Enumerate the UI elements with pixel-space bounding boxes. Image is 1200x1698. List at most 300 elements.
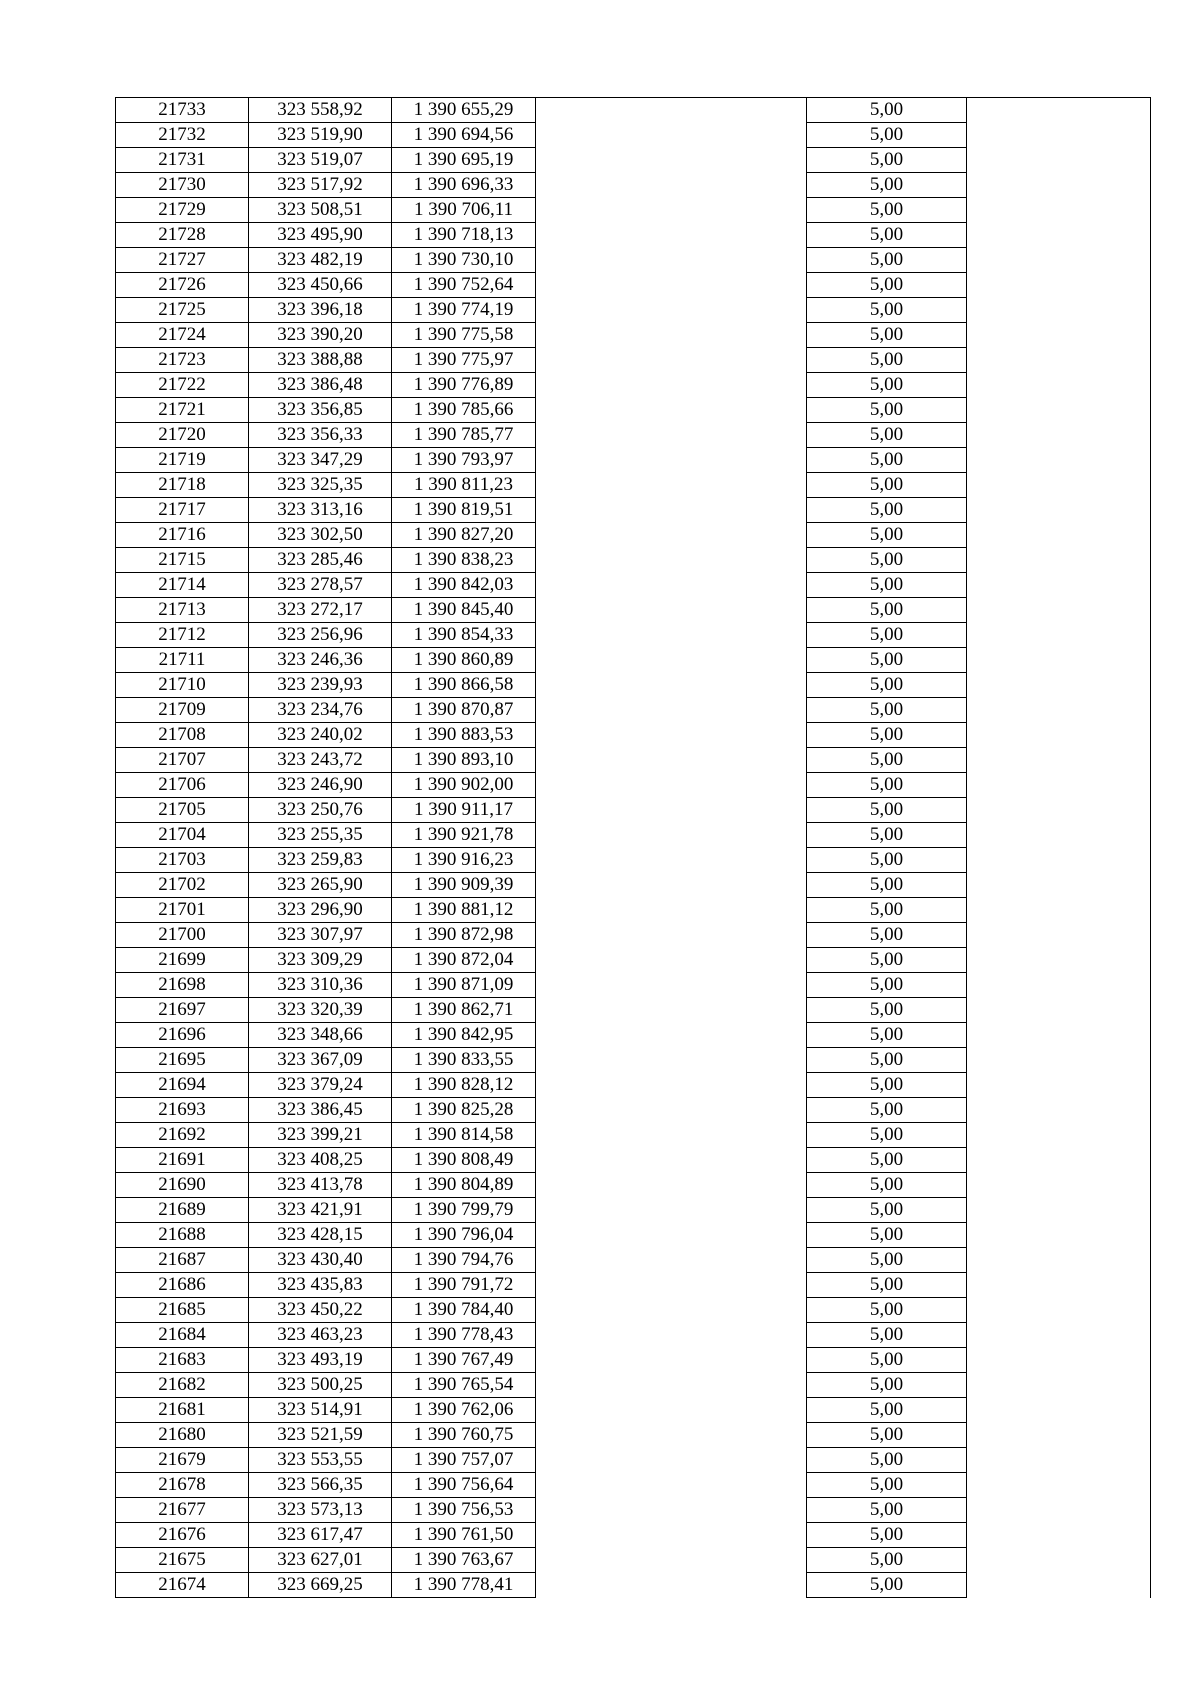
- y-coordinate-cell: 1 390 706,11: [392, 198, 536, 223]
- table-row: [116, 1148, 1151, 1173]
- empty-cell: [967, 98, 1151, 123]
- table-row: [116, 898, 1151, 923]
- y-coordinate-cell: 1 390 872,98: [392, 923, 536, 948]
- empty-cell: [967, 448, 1151, 473]
- empty-cell: [967, 498, 1151, 523]
- empty-cell: [536, 1348, 807, 1373]
- point-number-cell: 21712: [116, 623, 249, 648]
- value-cell: 5,00: [807, 748, 967, 773]
- table-row: [116, 248, 1151, 273]
- x-coordinate-cell: 323 246,90: [249, 773, 392, 798]
- value-cell: 5,00: [807, 448, 967, 473]
- empty-cell: [536, 323, 807, 348]
- table-row: [116, 298, 1151, 323]
- point-number-cell: 21702: [116, 873, 249, 898]
- y-coordinate-cell: 1 390 921,78: [392, 823, 536, 848]
- point-number-cell: 21715: [116, 548, 249, 573]
- value-cell: 5,00: [807, 773, 967, 798]
- value-cell: 5,00: [807, 398, 967, 423]
- empty-cell: [536, 298, 807, 323]
- empty-cell: [967, 1298, 1151, 1323]
- x-coordinate-cell: 323 450,66: [249, 273, 392, 298]
- empty-cell: [536, 448, 807, 473]
- x-coordinate-cell: 323 669,25: [249, 1573, 392, 1598]
- table-row: [116, 348, 1151, 373]
- empty-cell: [536, 1423, 807, 1448]
- point-number-cell: 21711: [116, 648, 249, 673]
- point-number-cell: 21718: [116, 473, 249, 498]
- x-coordinate-cell: 323 399,21: [249, 1123, 392, 1148]
- x-coordinate-cell: 323 255,35: [249, 823, 392, 848]
- x-coordinate-cell: 323 379,24: [249, 1073, 392, 1098]
- table-row: [116, 673, 1151, 698]
- empty-cell: [536, 648, 807, 673]
- empty-cell: [536, 948, 807, 973]
- y-coordinate-cell: 1 390 833,55: [392, 1048, 536, 1073]
- point-number-cell: 21676: [116, 1523, 249, 1548]
- value-cell: 5,00: [807, 1323, 967, 1348]
- value-cell: 5,00: [807, 848, 967, 873]
- empty-cell: [536, 598, 807, 623]
- empty-cell: [967, 898, 1151, 923]
- empty-cell: [967, 273, 1151, 298]
- table-row: [116, 98, 1151, 123]
- table-row: [116, 273, 1151, 298]
- empty-cell: [536, 98, 807, 123]
- point-number-cell: 21719: [116, 448, 249, 473]
- table-row: [116, 1373, 1151, 1398]
- table-row: [116, 473, 1151, 498]
- value-cell: 5,00: [807, 1473, 967, 1498]
- y-coordinate-cell: 1 390 881,12: [392, 898, 536, 923]
- x-coordinate-cell: 323 256,96: [249, 623, 392, 648]
- empty-cell: [967, 948, 1151, 973]
- y-coordinate-cell: 1 390 757,07: [392, 1448, 536, 1473]
- x-coordinate-cell: 323 450,22: [249, 1298, 392, 1323]
- x-coordinate-cell: 323 250,76: [249, 798, 392, 823]
- point-number-cell: 21680: [116, 1423, 249, 1448]
- empty-cell: [967, 623, 1151, 648]
- empty-cell: [536, 1023, 807, 1048]
- value-cell: 5,00: [807, 1273, 967, 1298]
- empty-cell: [536, 823, 807, 848]
- value-cell: 5,00: [807, 598, 967, 623]
- empty-cell: [536, 1373, 807, 1398]
- table-row: [116, 623, 1151, 648]
- x-coordinate-cell: 323 408,25: [249, 1148, 392, 1173]
- y-coordinate-cell: 1 390 763,67: [392, 1548, 536, 1573]
- value-cell: 5,00: [807, 898, 967, 923]
- y-coordinate-cell: 1 390 655,29: [392, 98, 536, 123]
- value-cell: 5,00: [807, 1148, 967, 1173]
- empty-cell: [967, 548, 1151, 573]
- value-cell: 5,00: [807, 1123, 967, 1148]
- point-number-cell: 21721: [116, 398, 249, 423]
- x-coordinate-cell: 323 367,09: [249, 1048, 392, 1073]
- y-coordinate-cell: 1 390 776,89: [392, 373, 536, 398]
- x-coordinate-cell: 323 296,90: [249, 898, 392, 923]
- y-coordinate-cell: 1 390 872,04: [392, 948, 536, 973]
- y-coordinate-cell: 1 390 871,09: [392, 973, 536, 998]
- empty-cell: [536, 1073, 807, 1098]
- table-row: [116, 873, 1151, 898]
- y-coordinate-cell: 1 390 778,43: [392, 1323, 536, 1348]
- value-cell: 5,00: [807, 373, 967, 398]
- table-row: [116, 1048, 1151, 1073]
- table-row: [116, 548, 1151, 573]
- empty-cell: [536, 173, 807, 198]
- x-coordinate-cell: 323 463,23: [249, 1323, 392, 1348]
- point-number-cell: 21694: [116, 1073, 249, 1098]
- empty-cell: [536, 1248, 807, 1273]
- y-coordinate-cell: 1 390 862,71: [392, 998, 536, 1023]
- empty-cell: [536, 673, 807, 698]
- empty-cell: [967, 648, 1151, 673]
- empty-cell: [967, 848, 1151, 873]
- value-cell: 5,00: [807, 473, 967, 498]
- y-coordinate-cell: 1 390 756,53: [392, 1498, 536, 1523]
- value-cell: 5,00: [807, 973, 967, 998]
- value-cell: 5,00: [807, 1073, 967, 1098]
- y-coordinate-cell: 1 390 819,51: [392, 498, 536, 523]
- y-coordinate-cell: 1 390 854,33: [392, 623, 536, 648]
- y-coordinate-cell: 1 390 828,12: [392, 1073, 536, 1098]
- point-number-cell: 21689: [116, 1198, 249, 1223]
- coordinates-table: [115, 97, 1151, 1598]
- value-cell: 5,00: [807, 298, 967, 323]
- table-row: [116, 1023, 1151, 1048]
- x-coordinate-cell: 323 302,50: [249, 523, 392, 548]
- y-coordinate-cell: 1 390 718,13: [392, 223, 536, 248]
- point-number-cell: 21695: [116, 1048, 249, 1073]
- empty-cell: [967, 573, 1151, 598]
- empty-cell: [536, 123, 807, 148]
- y-coordinate-cell: 1 390 827,20: [392, 523, 536, 548]
- empty-cell: [967, 423, 1151, 448]
- empty-cell: [967, 998, 1151, 1023]
- point-number-cell: 21720: [116, 423, 249, 448]
- point-number-cell: 21714: [116, 573, 249, 598]
- value-cell: 5,00: [807, 173, 967, 198]
- empty-cell: [967, 1073, 1151, 1098]
- x-coordinate-cell: 323 234,76: [249, 698, 392, 723]
- point-number-cell: 21675: [116, 1548, 249, 1573]
- empty-cell: [967, 1048, 1151, 1073]
- table-row: [116, 198, 1151, 223]
- empty-cell: [967, 1498, 1151, 1523]
- x-coordinate-cell: 323 310,36: [249, 973, 392, 998]
- value-cell: 5,00: [807, 823, 967, 848]
- empty-cell: [536, 348, 807, 373]
- x-coordinate-cell: 323 500,25: [249, 1373, 392, 1398]
- empty-cell: [536, 223, 807, 248]
- empty-cell: [967, 923, 1151, 948]
- y-coordinate-cell: 1 390 785,77: [392, 423, 536, 448]
- x-coordinate-cell: 323 386,48: [249, 373, 392, 398]
- x-coordinate-cell: 323 307,97: [249, 923, 392, 948]
- x-coordinate-cell: 323 617,47: [249, 1523, 392, 1548]
- empty-cell: [967, 148, 1151, 173]
- point-number-cell: 21696: [116, 1023, 249, 1048]
- point-number-cell: 21681: [116, 1398, 249, 1423]
- value-cell: 5,00: [807, 573, 967, 598]
- empty-cell: [536, 473, 807, 498]
- empty-cell: [967, 873, 1151, 898]
- empty-cell: [967, 348, 1151, 373]
- table-row: [116, 848, 1151, 873]
- value-cell: 5,00: [807, 1423, 967, 1448]
- value-cell: 5,00: [807, 148, 967, 173]
- table-row: [116, 1198, 1151, 1223]
- empty-cell: [536, 848, 807, 873]
- table-row: [116, 573, 1151, 598]
- table-row: [116, 1473, 1151, 1498]
- empty-cell: [536, 1098, 807, 1123]
- table-row: [116, 923, 1151, 948]
- y-coordinate-cell: 1 390 842,03: [392, 573, 536, 598]
- empty-cell: [536, 1148, 807, 1173]
- point-number-cell: 21724: [116, 323, 249, 348]
- point-number-cell: 21722: [116, 373, 249, 398]
- point-number-cell: 21690: [116, 1173, 249, 1198]
- empty-cell: [536, 1448, 807, 1473]
- empty-cell: [967, 223, 1151, 248]
- table-row: [116, 773, 1151, 798]
- table-row: [116, 698, 1151, 723]
- x-coordinate-cell: 323 243,72: [249, 748, 392, 773]
- point-number-cell: 21701: [116, 898, 249, 923]
- empty-cell: [967, 1273, 1151, 1298]
- x-coordinate-cell: 323 508,51: [249, 198, 392, 223]
- coordinates-table-body: [116, 98, 1151, 1598]
- point-number-cell: 21708: [116, 723, 249, 748]
- point-number-cell: 21707: [116, 748, 249, 773]
- y-coordinate-cell: 1 390 696,33: [392, 173, 536, 198]
- y-coordinate-cell: 1 390 767,49: [392, 1348, 536, 1373]
- table-row: [116, 648, 1151, 673]
- value-cell: 5,00: [807, 423, 967, 448]
- x-coordinate-cell: 323 272,17: [249, 598, 392, 623]
- point-number-cell: 21704: [116, 823, 249, 848]
- value-cell: 5,00: [807, 998, 967, 1023]
- y-coordinate-cell: 1 390 774,19: [392, 298, 536, 323]
- value-cell: 5,00: [807, 1248, 967, 1273]
- value-cell: 5,00: [807, 123, 967, 148]
- empty-cell: [536, 248, 807, 273]
- value-cell: 5,00: [807, 798, 967, 823]
- point-number-cell: 21698: [116, 973, 249, 998]
- value-cell: 5,00: [807, 498, 967, 523]
- empty-cell: [536, 198, 807, 223]
- empty-cell: [967, 773, 1151, 798]
- point-number-cell: 21685: [116, 1298, 249, 1323]
- y-coordinate-cell: 1 390 775,97: [392, 348, 536, 373]
- empty-cell: [536, 748, 807, 773]
- point-number-cell: 21697: [116, 998, 249, 1023]
- table-row: [116, 373, 1151, 398]
- empty-cell: [967, 523, 1151, 548]
- x-coordinate-cell: 323 558,92: [249, 98, 392, 123]
- empty-cell: [536, 1173, 807, 1198]
- empty-cell: [536, 498, 807, 523]
- value-cell: 5,00: [807, 1448, 967, 1473]
- y-coordinate-cell: 1 390 784,40: [392, 1298, 536, 1323]
- point-number-cell: 21727: [116, 248, 249, 273]
- y-coordinate-cell: 1 390 825,28: [392, 1098, 536, 1123]
- table-row: [116, 1548, 1151, 1573]
- empty-cell: [536, 1548, 807, 1573]
- empty-cell: [967, 1173, 1151, 1198]
- x-coordinate-cell: 323 396,18: [249, 298, 392, 323]
- empty-cell: [536, 1398, 807, 1423]
- table-row: [116, 1123, 1151, 1148]
- point-number-cell: 21733: [116, 98, 249, 123]
- value-cell: 5,00: [807, 873, 967, 898]
- empty-cell: [967, 1573, 1151, 1598]
- x-coordinate-cell: 323 519,90: [249, 123, 392, 148]
- y-coordinate-cell: 1 390 883,53: [392, 723, 536, 748]
- y-coordinate-cell: 1 390 778,41: [392, 1573, 536, 1598]
- y-coordinate-cell: 1 390 804,89: [392, 1173, 536, 1198]
- x-coordinate-cell: 323 435,83: [249, 1273, 392, 1298]
- empty-cell: [967, 823, 1151, 848]
- empty-cell: [536, 1298, 807, 1323]
- empty-cell: [536, 1523, 807, 1548]
- empty-cell: [967, 673, 1151, 698]
- value-cell: 5,00: [807, 1398, 967, 1423]
- x-coordinate-cell: 323 421,91: [249, 1198, 392, 1223]
- empty-cell: [536, 373, 807, 398]
- x-coordinate-cell: 323 388,88: [249, 348, 392, 373]
- empty-cell: [536, 973, 807, 998]
- x-coordinate-cell: 323 430,40: [249, 1248, 392, 1273]
- empty-cell: [967, 1323, 1151, 1348]
- y-coordinate-cell: 1 390 808,49: [392, 1148, 536, 1173]
- value-cell: 5,00: [807, 1373, 967, 1398]
- point-number-cell: 21699: [116, 948, 249, 973]
- empty-cell: [536, 998, 807, 1023]
- point-number-cell: 21726: [116, 273, 249, 298]
- x-coordinate-cell: 323 325,35: [249, 473, 392, 498]
- x-coordinate-cell: 323 390,20: [249, 323, 392, 348]
- table-row: [116, 998, 1151, 1023]
- y-coordinate-cell: 1 390 695,19: [392, 148, 536, 173]
- empty-cell: [967, 123, 1151, 148]
- value-cell: 5,00: [807, 1573, 967, 1598]
- value-cell: 5,00: [807, 723, 967, 748]
- empty-cell: [536, 1473, 807, 1498]
- table-row: [116, 498, 1151, 523]
- value-cell: 5,00: [807, 1348, 967, 1373]
- point-number-cell: 21679: [116, 1448, 249, 1473]
- empty-cell: [536, 623, 807, 648]
- table-row: [116, 1448, 1151, 1473]
- empty-cell: [967, 1248, 1151, 1273]
- empty-cell: [967, 723, 1151, 748]
- x-coordinate-cell: 323 493,19: [249, 1348, 392, 1373]
- x-coordinate-cell: 323 386,45: [249, 1098, 392, 1123]
- table-row: [116, 723, 1151, 748]
- empty-cell: [536, 1273, 807, 1298]
- empty-cell: [967, 1148, 1151, 1173]
- x-coordinate-cell: 323 573,13: [249, 1498, 392, 1523]
- point-number-cell: 21717: [116, 498, 249, 523]
- y-coordinate-cell: 1 390 866,58: [392, 673, 536, 698]
- x-coordinate-cell: 323 517,92: [249, 173, 392, 198]
- x-coordinate-cell: 323 482,19: [249, 248, 392, 273]
- table-row: [116, 148, 1151, 173]
- value-cell: 5,00: [807, 1173, 967, 1198]
- x-coordinate-cell: 323 495,90: [249, 223, 392, 248]
- empty-cell: [967, 473, 1151, 498]
- table-row: [116, 973, 1151, 998]
- value-cell: 5,00: [807, 98, 967, 123]
- point-number-cell: 21730: [116, 173, 249, 198]
- table-row: [116, 173, 1151, 198]
- y-coordinate-cell: 1 390 838,23: [392, 548, 536, 573]
- y-coordinate-cell: 1 390 765,54: [392, 1373, 536, 1398]
- table-row: [116, 398, 1151, 423]
- x-coordinate-cell: 323 239,93: [249, 673, 392, 698]
- empty-cell: [536, 1123, 807, 1148]
- value-cell: 5,00: [807, 648, 967, 673]
- empty-cell: [536, 148, 807, 173]
- table-row: [116, 123, 1151, 148]
- point-number-cell: 21705: [116, 798, 249, 823]
- y-coordinate-cell: 1 390 842,95: [392, 1023, 536, 1048]
- table-row: [116, 223, 1151, 248]
- table-row: [116, 948, 1151, 973]
- empty-cell: [967, 173, 1151, 198]
- y-coordinate-cell: 1 390 785,66: [392, 398, 536, 423]
- table-row: [116, 423, 1151, 448]
- empty-cell: [967, 748, 1151, 773]
- point-number-cell: 21731: [116, 148, 249, 173]
- value-cell: 5,00: [807, 348, 967, 373]
- y-coordinate-cell: 1 390 870,87: [392, 698, 536, 723]
- table-row: [116, 1323, 1151, 1348]
- empty-cell: [536, 1573, 807, 1598]
- x-coordinate-cell: 323 278,57: [249, 573, 392, 598]
- empty-cell: [967, 1223, 1151, 1248]
- x-coordinate-cell: 323 313,16: [249, 498, 392, 523]
- point-number-cell: 21691: [116, 1148, 249, 1173]
- x-coordinate-cell: 323 356,85: [249, 398, 392, 423]
- table-row: [116, 1498, 1151, 1523]
- empty-cell: [967, 1373, 1151, 1398]
- y-coordinate-cell: 1 390 909,39: [392, 873, 536, 898]
- empty-cell: [536, 923, 807, 948]
- table-row: [116, 448, 1151, 473]
- point-number-cell: 21710: [116, 673, 249, 698]
- point-number-cell: 21693: [116, 1098, 249, 1123]
- point-number-cell: 21677: [116, 1498, 249, 1523]
- value-cell: 5,00: [807, 273, 967, 298]
- point-number-cell: 21728: [116, 223, 249, 248]
- empty-cell: [536, 798, 807, 823]
- empty-cell: [967, 398, 1151, 423]
- x-coordinate-cell: 323 240,02: [249, 723, 392, 748]
- empty-cell: [536, 548, 807, 573]
- empty-cell: [536, 898, 807, 923]
- x-coordinate-cell: 323 348,66: [249, 1023, 392, 1048]
- empty-cell: [536, 273, 807, 298]
- table-row: [116, 798, 1151, 823]
- y-coordinate-cell: 1 390 794,76: [392, 1248, 536, 1273]
- point-number-cell: 21732: [116, 123, 249, 148]
- empty-cell: [967, 323, 1151, 348]
- x-coordinate-cell: 323 553,55: [249, 1448, 392, 1473]
